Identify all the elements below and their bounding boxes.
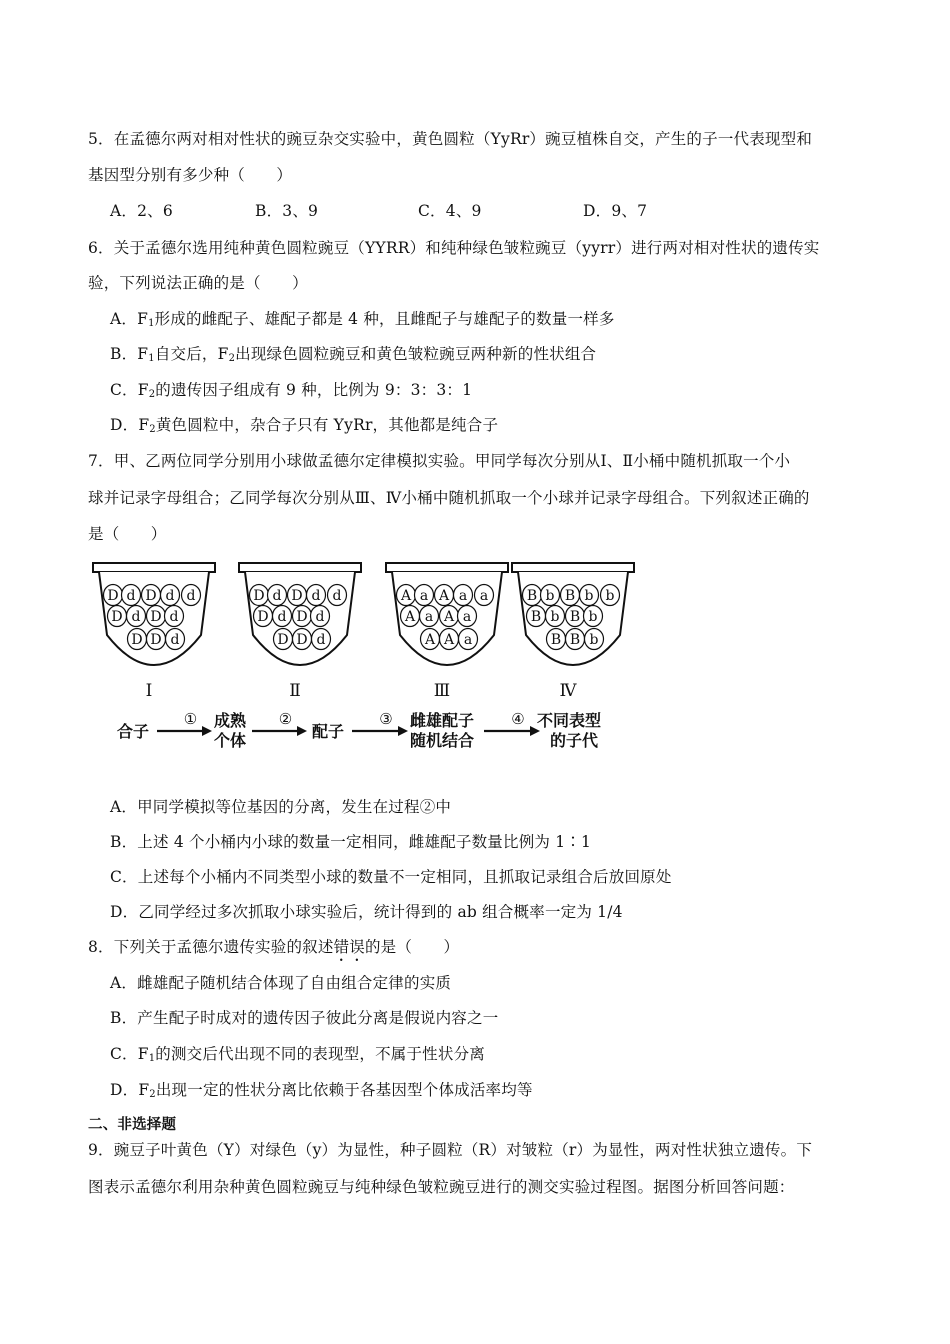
q7-option-b[interactable]: B．上述 4 个小桶内小球的数量一定相同，雌雄配子数量比例为 1∶1 (110, 833, 592, 851)
bucket-4 (512, 563, 634, 701)
q5-option-b[interactable]: B．3、9 (255, 202, 319, 220)
ball-label: D (253, 588, 265, 604)
flow-node-offspring-1: 不同表型 (537, 711, 602, 730)
ball-label: b (605, 588, 615, 604)
bucket-label: Ⅳ (559, 681, 577, 701)
ball-label: D (150, 632, 162, 648)
bucket-label: Ⅲ (433, 681, 451, 701)
q5-stem-line2: 基因型分别有多少种（ ） (88, 166, 293, 184)
ball-label: d (316, 632, 326, 648)
ball-label: b (545, 588, 555, 604)
flow-arrow-1-head (202, 726, 212, 736)
ball-label: d (169, 609, 179, 625)
ball-label: D (131, 632, 143, 648)
flow-arrow-2-head (297, 726, 307, 736)
ball-label: D (296, 609, 308, 625)
bucket-figure (0, 555, 950, 770)
q5-option-a[interactable]: A．2、6 (110, 202, 173, 220)
flow-arrow-3-head (398, 726, 408, 736)
ball-label: a (479, 588, 489, 604)
ball-label: D (107, 588, 119, 604)
q5-option-c[interactable]: C．4、9 (418, 202, 482, 220)
flow-arrow-3-label: ③ (379, 710, 393, 728)
ball-label: a (458, 588, 468, 604)
bucket-2 (239, 563, 361, 701)
ball-label: a (424, 609, 434, 625)
ball-label: D (296, 632, 308, 648)
q8-option-a[interactable]: A．雌雄配子随机结合体现了自由组合定律的实质 (110, 974, 452, 992)
ball-label: d (332, 588, 342, 604)
q7-option-c[interactable]: C．上述每个小桶内不同类型小球的数量不一定相同，且抓取记录组合后放回原处 (110, 868, 672, 886)
flow-node-gamete: 配子 (312, 722, 345, 741)
bucket-rim (512, 563, 634, 572)
ball-label: d (277, 609, 287, 625)
ball-label: A (438, 588, 450, 604)
flow-arrow-1-label: ① (183, 710, 198, 728)
ball-label: B (530, 609, 542, 625)
ball-label: b (550, 609, 560, 625)
flow-node-fusion-1: 雌雄配子 (410, 711, 475, 730)
ball-label: A (404, 609, 416, 625)
bucket-label: Ⅱ (289, 681, 301, 701)
q6-option-d[interactable]: D．$F_2$黄色圆粒中，杂合子只有 YyRr，其他都是纯合子 (110, 416, 499, 435)
ball-label: b (589, 632, 599, 648)
ball-label: d (186, 588, 196, 604)
ball-label: D (145, 588, 157, 604)
ball-label: B (569, 632, 581, 648)
section-heading: 二、非选择题 (88, 1117, 177, 1133)
ball-label: d (170, 632, 180, 648)
flow-arrow-2-label: ② (278, 710, 293, 728)
q6-option-a[interactable]: A．$F_1$形成的雌配子、雄配子都是 4 种，且雌配子与雄配子的数量一样多 (110, 310, 615, 329)
q6-option-b[interactable]: B．$F_1$自交后，$F_2$出现绿色圆粒豌豆和黄色皱粒豌豆两种新的性状组合 (110, 345, 597, 364)
ball-label: D (291, 588, 303, 604)
flow-node-fusion-2: 随机结合 (410, 731, 475, 750)
ball-label: d (315, 609, 325, 625)
flow-node-zygote: 合子 (117, 722, 150, 741)
flow-node-mature-2: 个体 (214, 731, 247, 750)
q6-stem-line2: 验，下列说法正确的是（ ） (88, 274, 308, 292)
flow-node-mature-1: 成熟 (214, 711, 247, 730)
q7-option-d[interactable]: D．乙同学经过多次抓取小球实验后，统计得到的 ab 组合概率一定为 1/4 (110, 903, 623, 921)
ball-label: D (277, 632, 289, 648)
q8-option-b[interactable]: B．产生配子时成对的遗传因子彼此分离是假说内容之一 (110, 1009, 499, 1027)
ball-label: a (419, 588, 429, 604)
q7-stem-line3: 是（ ） (88, 525, 167, 543)
ball-label: A (443, 609, 455, 625)
ball-label: d (272, 588, 282, 604)
flow-arrow-4-label: ④ (511, 710, 525, 728)
bucket-label: Ⅰ (145, 681, 153, 701)
q5-option-d[interactable]: D．9、7 (583, 202, 648, 220)
bucket-1 (93, 563, 215, 701)
q8-emphasis-word: 错误 (333, 938, 365, 956)
bucket-rim (239, 563, 361, 572)
q8-option-c[interactable]: C．$F_1$的测交后代出现不同的表现型，不属于性状分离 (110, 1045, 485, 1064)
bucket-rim (386, 563, 508, 572)
flow-node-offspring-2: 的子代 (550, 731, 599, 750)
ball-label: d (131, 609, 141, 625)
q5-stem-line1: 5．在孟德尔两对相对性状的豌豆杂交实验中，黄色圆粒（YyRr）豌豆植株自交，产生的子一代表现型和 (88, 130, 813, 148)
ball-label: D (150, 609, 162, 625)
ball-label: D (111, 609, 123, 625)
q8-option-d[interactable]: D．$F_2$出现一定的性状分离比依赖于各基因型个体成活率均等 (110, 1081, 533, 1100)
ball-label: a (462, 609, 472, 625)
ball-label: A (424, 632, 436, 648)
ball-label: b (584, 588, 594, 604)
q7-stem-line2: 球并记录字母组合；乙同学每次分别从Ⅲ、Ⅳ小桶中随机抓取一个小球并记录字母组合。下列叙述正确的 (88, 489, 810, 507)
q6-stem-line1: 6．关于孟德尔选用纯种黄色圆粒豌豆（YYRR）和纯种绿色皱粒豌豆（yyrr）进行两对相对性状的遗传实 (88, 239, 820, 257)
ball-label: d (311, 588, 321, 604)
ball-label: b (588, 609, 598, 625)
ball-label: A (400, 588, 412, 604)
bucket-rim (93, 563, 215, 572)
q9-stem-line1: 9．豌豆子叶黄色（Y）对绿色（y）为显性，种子圆粒（R）对皱粒（r）为显性，两对性状独立遗传。下 (88, 1141, 813, 1159)
ball-label: a (463, 632, 473, 648)
ball-label: d (126, 588, 136, 604)
q7-stem-line1: 7．甲、乙两位同学分别用小球做孟德尔定律模拟实验。甲同学每次分别从Ⅰ、Ⅱ小桶中随机抓取一个小 (88, 452, 791, 470)
ball-label: A (443, 632, 455, 648)
ball-label: B (564, 588, 576, 604)
q8-stem: 8．下列关于孟德尔遗传实验的叙述错误的是（ ） (88, 938, 460, 956)
q7-option-a[interactable]: A．甲同学模拟等位基因的分离，发生在过程②中 (110, 798, 452, 816)
ball-label: D (257, 609, 269, 625)
ball-label: B (569, 609, 581, 625)
bucket-3 (386, 563, 508, 701)
ball-label: B (550, 632, 562, 648)
ball-label: d (165, 588, 175, 604)
ball-label: B (526, 588, 538, 604)
q9-stem-line2: 图表示孟德尔利用杂种黄色圆粒豌豆与纯种绿色皱粒豌豆进行的测交实验过程图。据图分析回答问题： (88, 1178, 795, 1196)
q6-option-c[interactable]: C．$F_2$的遗传因子组成有 9 种，比例为 9：3：3：1 (110, 381, 473, 400)
process-flow-chart (117, 710, 601, 750)
